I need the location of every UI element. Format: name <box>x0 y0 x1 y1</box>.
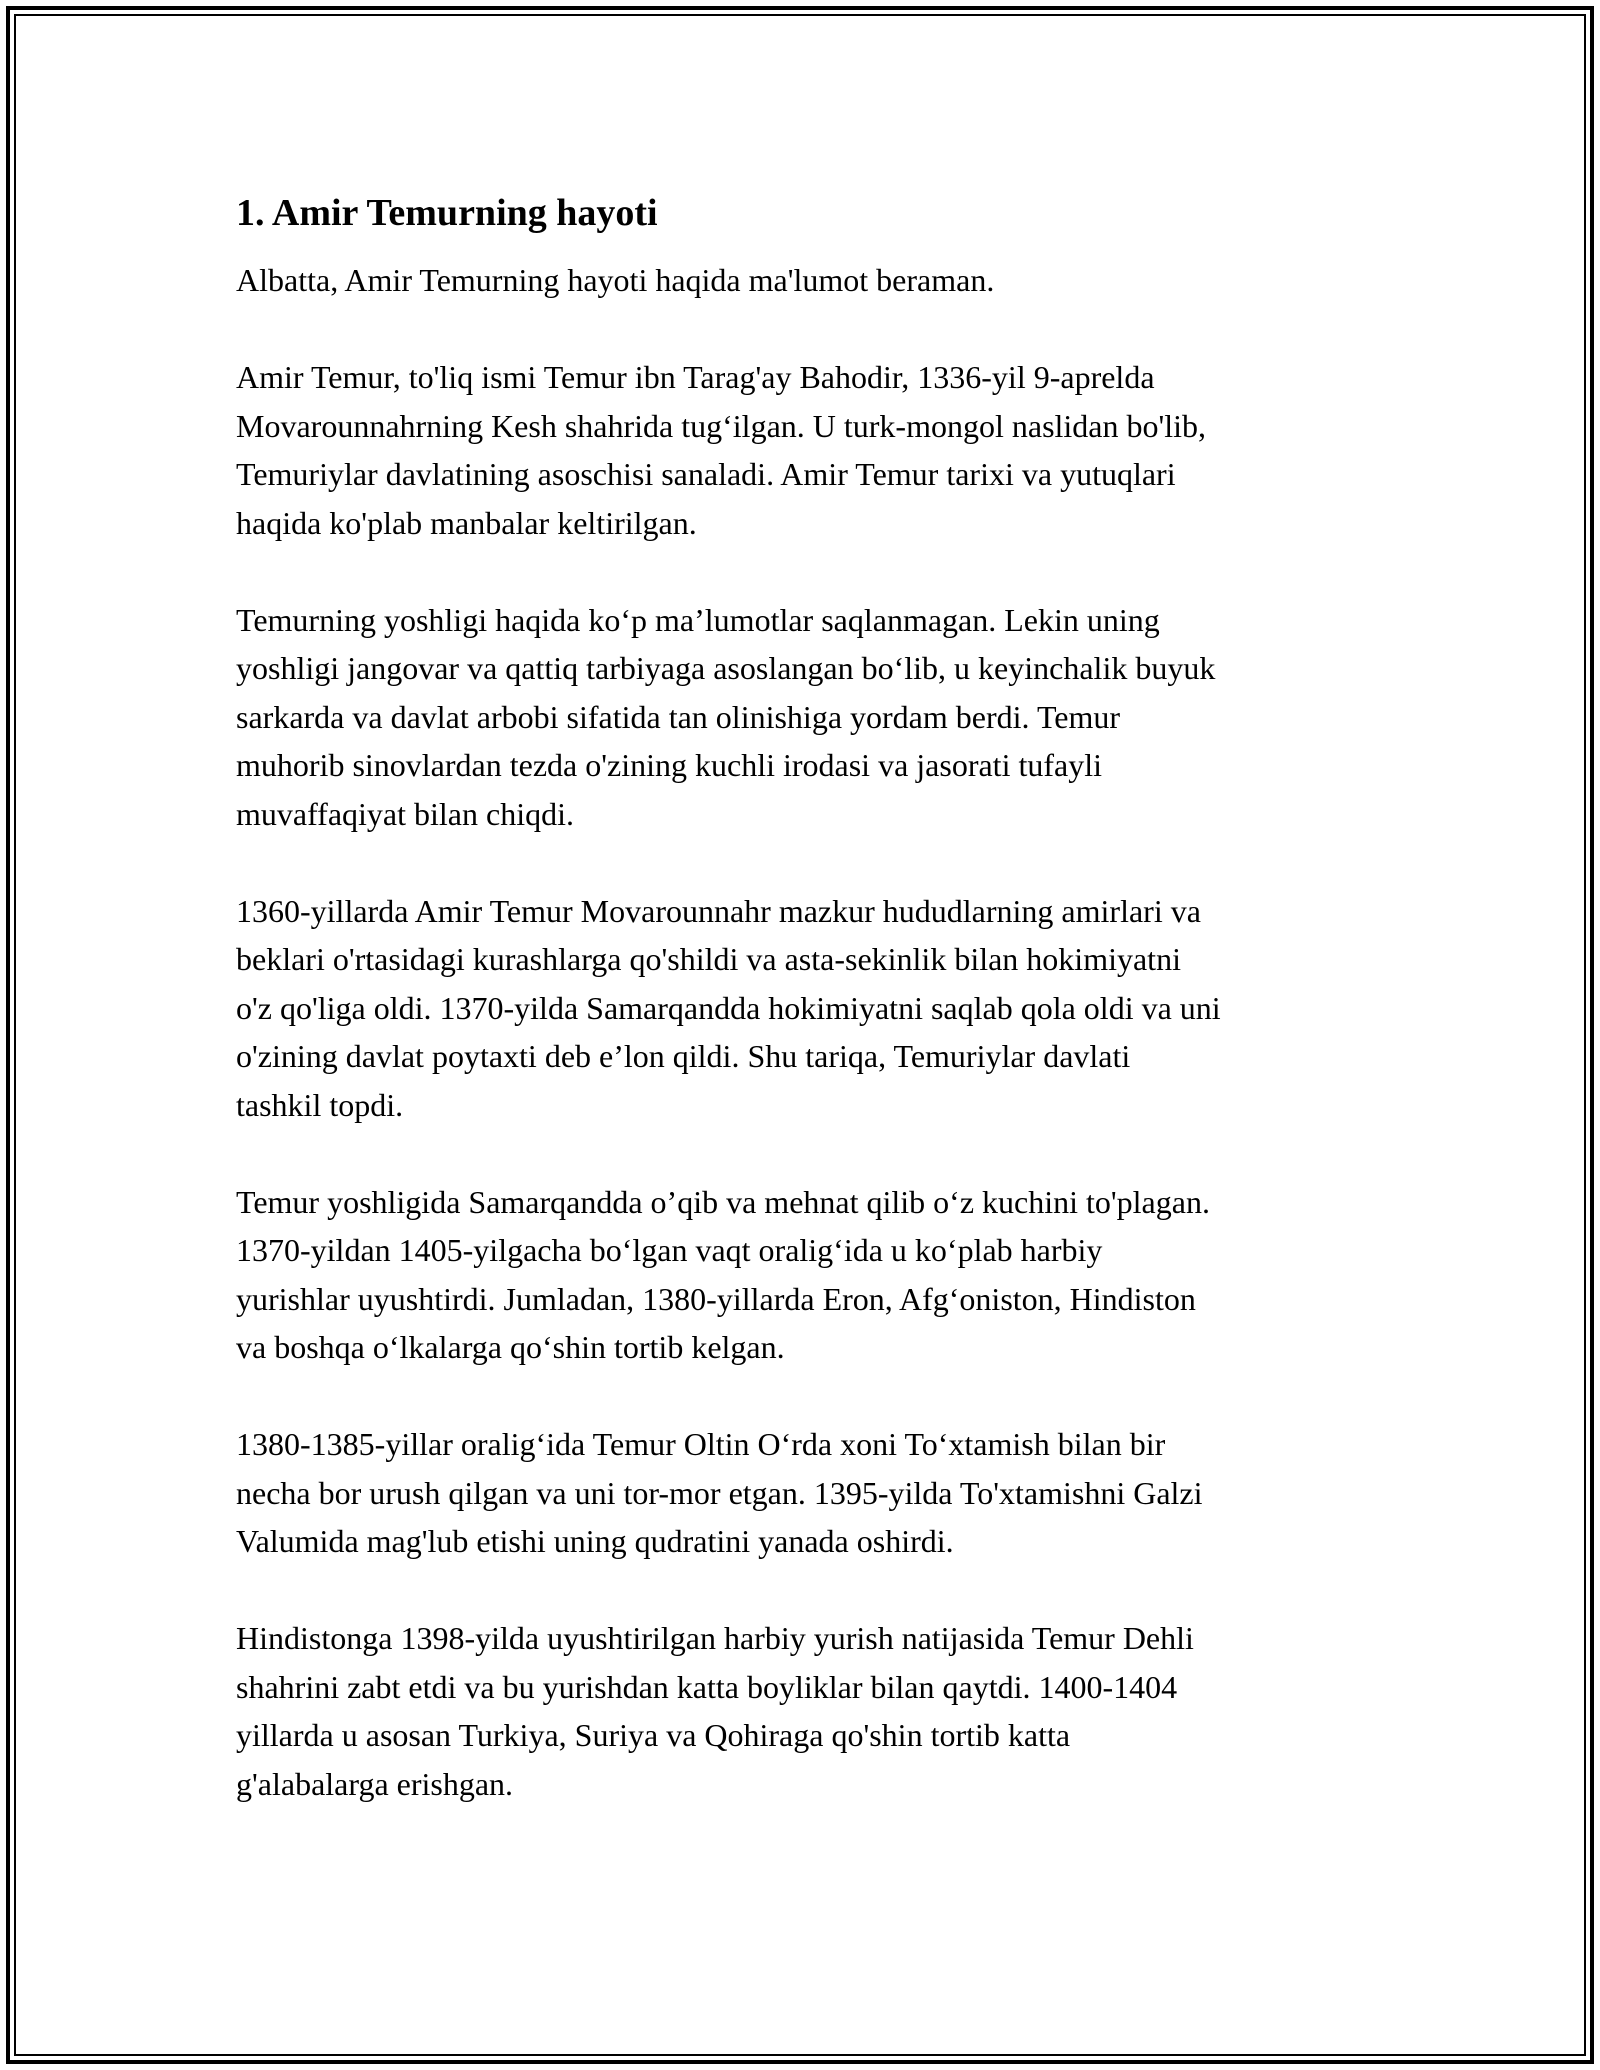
paragraph-india: Hindistonga 1398-yilda uyushtirilgan harbiy yurish natijasida Temur Dehli shahrini zabt etdi va bu yurishdan katta boyliklar bilan qaytdi. 1400-1404 yillarda u asosan Turkiya, Suriya va Qohiraga qo'shin tortib katta g'alabalarga erishgan. <box>236 1620 1194 1802</box>
section-heading: 1. Amir Temurning hayoti <box>236 192 658 234</box>
paragraph-rise-to-power: 1360-yillarda Amir Temur Movarounnahr mazkur hududlarning amirlari va beklari o'rtasidagi kurashlarga qo'shildi va asta-sekinlik bilan hokimiyatni o'z qo'liga oldi. 1370-yilda Samarqandda hokimiyatni saqlab qola oldi va uni o'zining davlat poytaxti deb e’lon qildi. Shu tariqa, Temuriylar davlati tashkil topdi. <box>236 892 1221 1123</box>
paragraph-intro: Albatta, Amir Temurning hayoti haqida ma'lumot beraman. <box>236 262 995 298</box>
paragraph-birth: Amir Temur, to'liq ismi Temur ibn Tarag'ay Bahodir, 1336-yil 9-aprelda Movarounnahrning Kesh shahrida tug‘ilgan. U turk-mongol naslidan bo'lib, Temuriylar davlatining asoschisi sanaladi. Amir Temur tarixi va yutuqlari haqida ko'plab manbalar keltirilgan. <box>236 359 1207 541</box>
paragraph-campaigns: Temur yoshligida Samarqandda o’qib va mehnat qilib o‘z kuchini to'plagan. 1370-yildan 1405-yilgacha bo‘lgan vaqt oralig‘ida u ko‘plab harbiy yurishlar uyushtirdi. Jumladan, 1380-yillarda Eron, Afg‘oniston, Hindiston va boshqa o‘lkalarga qo‘shin tortib kelgan. <box>236 1183 1210 1365</box>
document-body <box>236 190 1386 1857</box>
paragraph-youth: Temurning yoshligi haqida ko‘p ma’lumotlar saqlanmagan. Lekin uning yoshligi jangovar va qattiq tarbiyaga asoslangan bo‘lib, u keyinchalik buyuk sarkarda va davlat arbobi sifatida tan olinishiga yordam berdi. Temur muhorib sinovlardan tezda o'zining kuchli irodasi va jasorati tufayli muvaffaqiyat bilan chiqdi. <box>236 601 1216 832</box>
paragraph-tokhtamysh: 1380-1385-yillar oralig‘ida Temur Oltin O‘rda xoni To‘xtamish bilan bir necha bor urush qilgan va uni tor-mor etgan. 1395-yilda To'xtamishni Galzi Valumida mag'lub etishi uning qudratini yanada oshirdi. <box>236 1426 1203 1559</box>
